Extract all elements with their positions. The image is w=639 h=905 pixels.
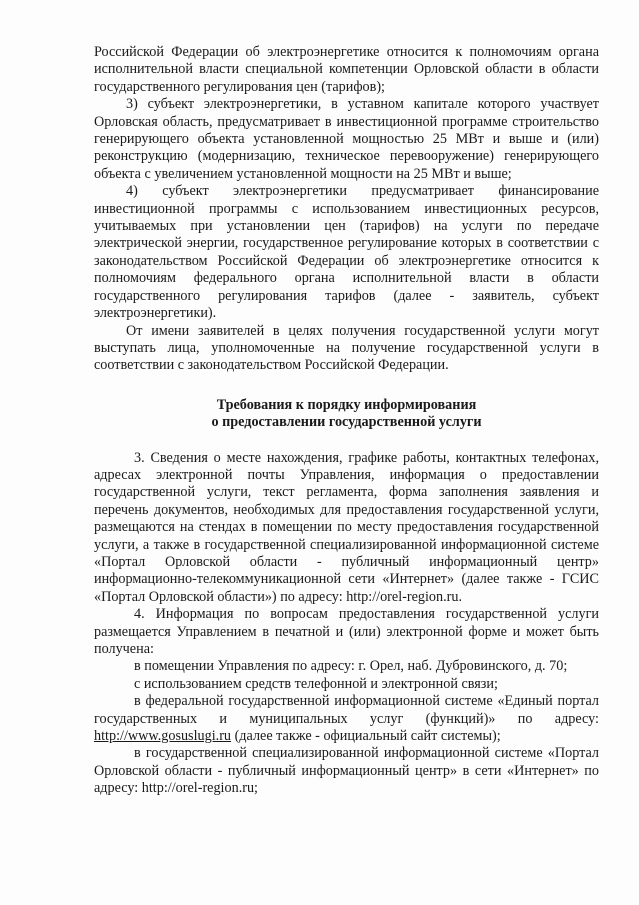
paragraph-info-4: 4. Информация по вопросам предоставления государственной услуги размещается Управлением в печатной и (или) электронной форме и может быть получена: [94,606,599,657]
gosuslugi-link[interactable]: http://www.gosuslugi.ru [94,728,232,745]
paragraph-premises: в помещении Управления по адресу: г. Орел, наб. Дубровинского, д. 70; [134,658,568,675]
paragraph-continuation: Российской Федерации об электроэнергетике относится к полномочиям органа исполнительной власти специальной компетенции Орловской области в области государственного регулирования цен (тарифов); [94,44,599,95]
section-heading-line-1: Требования к порядку информирования [216,396,477,413]
paragraph-phone: с использованием средств телефонной и электронной связи; [134,675,498,692]
section-heading [94,397,599,432]
federal-portal-text: в федеральной государственной информационной системе «Единый портал государственных и муниципальных услуг (функций)» по адресу: [94,693,599,727]
paragraph-item-3: 3) субъект электроэнергетики, в уставном капитале которого участвует Орловская область, предусматривает в инвестиционной программе строительство генерирующего объекта установленной мощностью 25 МВт и выше и (или) реконструкцию (модернизацию, техническое перевооружение) генерирующего объекта с увеличением установленной мощности на 25 МВт и выше; [94,96,599,182]
paragraph-federal-portal [94,693,599,745]
paragraph-item-4: 4) субъект электроэнергетики предусматривает финансирование инвестиционной программы с использованием инвестиционных ресурсов, учитываемых при установлении цен (тарифов) на услуги по передаче электрической энергии, государственное регулирование которых в соответствии с законодательством Российской Федерации об электроэнергетике относится к полномочиям федерального органа исполнительной власти в области государственного регулирования тарифов (далее - заявитель, субъект электроэнергетики). [94,183,599,322]
paragraph-regional-portal: в государственной специализированной информационной системе «Портал Орловской области - публичный информационный центр» в сети «Интернет» по адресу: http://orel-region.ru; [94,745,599,797]
section-heading-line-2: о предоставлении государственной услуги [211,414,482,431]
federal-portal-suffix: (далее также - официальный сайт системы); [231,728,501,745]
paragraph-representatives: От имени заявителей в целях получения государственной услуги могут выступать лица, уполномоченные на получение государственной услуги в соответствии с законодательством Российской Федерации. [94,322,599,374]
paragraph-info-3: 3. Сведения о месте нахождения, графике работы, контактных телефонах, адресах электронной почты Управления, информация о предоставлении государственной услуги, текст регламента, форма заполнения заявления и перечень документов, необходимых для предоставления государственной услуги, размещаются на стендах в помещении по месту предоставления государственной услуги, а также в государственной специализированной информационной системе «Портал Орловской области - публичный информационный центр» информационно-телекоммуникационной сети «Интернет» (далее также - ГСИС «Портал Орловской области») по адресу: http://orel-region.ru. [94,449,599,605]
document-body [94,44,599,798]
